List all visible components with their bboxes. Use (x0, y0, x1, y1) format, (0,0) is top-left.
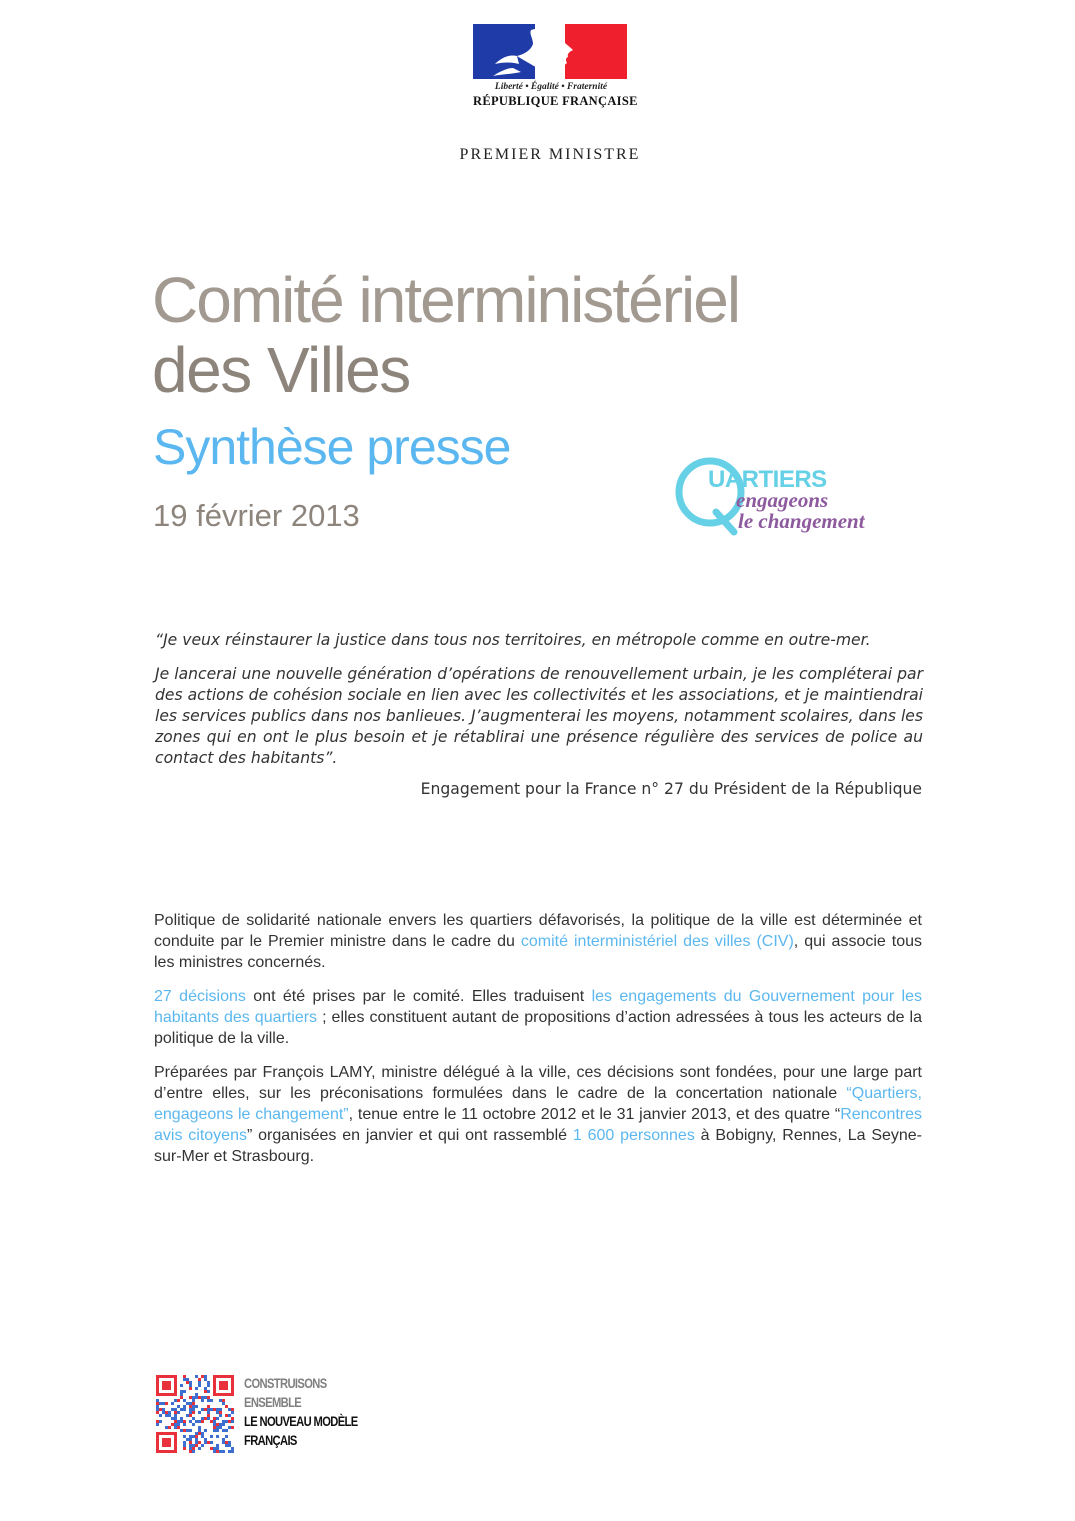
quartiers-logo (672, 450, 932, 540)
quote-paragraph-1: “Je veux réinstaurer la justice dans tous nos territoires, en métropole comme en outre-mer. (155, 631, 871, 649)
document-date: 19 février 2013 (153, 498, 360, 533)
qr-code-icon (156, 1375, 234, 1453)
ministry-name: PREMIER MINISTRE (459, 146, 641, 163)
title-line-1: Comité interministériel (152, 264, 740, 336)
republic-name: RÉPUBLIQUE FRANÇAISE (473, 94, 638, 108)
highlight-engagements: les engagements du Gouvernement pour les habitants des quartiers (154, 988, 923, 1026)
footer-line-1: CONSTRUISONS (244, 1375, 327, 1391)
marianne-flag-icon (473, 24, 627, 79)
footer-line-4: FRANÇAIS (244, 1432, 297, 1448)
presidential-quote (155, 630, 923, 782)
highlight-concertation: “Quartiers, engageons le changement” (154, 1085, 922, 1123)
body-paragraph-1: Politique de solidarité nationale envers les quartiers défavorisés, la politique de la ville est déterminée et conduite par le Premier ministre dans le cadre du comité interministériel des villes (CIV), qui associe tous les ministres concernés. (154, 912, 923, 971)
body-paragraph-3: Préparées par François LAMY, ministre délégué à la ville, ces décisions sont fondées, pour une large part d’entre elles, sur les préconisations formulées dans le cadre de la concertation nationale “Quartiers, engageons le changement”, tenue entre le 11 octobre 2012 et le 31 janvier 2013, et des quatre “Rencontres avis citoyens” organisées en janvier et qui ont rassemblé 1 600 personnes à Bobigny, Rennes, La Seyne-sur-Mer et Strasbourg. (154, 1064, 923, 1165)
quote-paragraph-2: Je lancerai une nouvelle génération d’opérations de renouvellement urbain, je les compléterai par des actions de cohésion sociale en lien avec les collectivités et les associations, et je maintiendrai les services publics dans nos banlieues. J’augmenterai les moyens, notamment scolaires, dans les zones qui en ont le plus besoin et je rétablirai une présence régulière des services de police au contact des habitants”. (155, 665, 923, 767)
highlight-civ: comité interministériel des villes (CIV) (520, 933, 794, 950)
republique-francaise-logo (473, 24, 638, 109)
highlight-decisions: 27 décisions (154, 988, 246, 1005)
footer-slogan (244, 1374, 358, 1450)
body-text (154, 910, 922, 1180)
quartiers-word: UARTIERS (708, 466, 827, 493)
republic-motto: Liberté • Égalité • Fraternité (494, 82, 608, 92)
footer-line-3: LE NOUVEAU MODÈLE (244, 1413, 358, 1429)
quote-source: Engagement pour la France n° 27 du Président de la République (420, 780, 922, 798)
highlight-personnes: 1 600 personnes (572, 1127, 695, 1144)
highlight-rencontres: Rencontres avis citoyens (154, 1106, 923, 1144)
footer-line-2: ENSEMBLE (244, 1394, 302, 1410)
body-paragraph-2: 27 décisions ont été prises par le comité. Elles traduisent les engagements du Gouvernement pour les habitants des quartiers ; elles constituent autant de propositions d’action adressées à tous les acteurs de la politique de la ville. (154, 988, 923, 1047)
quartiers-tagline-2: le changement (738, 509, 865, 533)
title-line-2: des Villes (152, 334, 410, 406)
subtitle: Synthèse presse (153, 419, 511, 475)
quartiers-tagline-1: engageons (736, 488, 829, 512)
